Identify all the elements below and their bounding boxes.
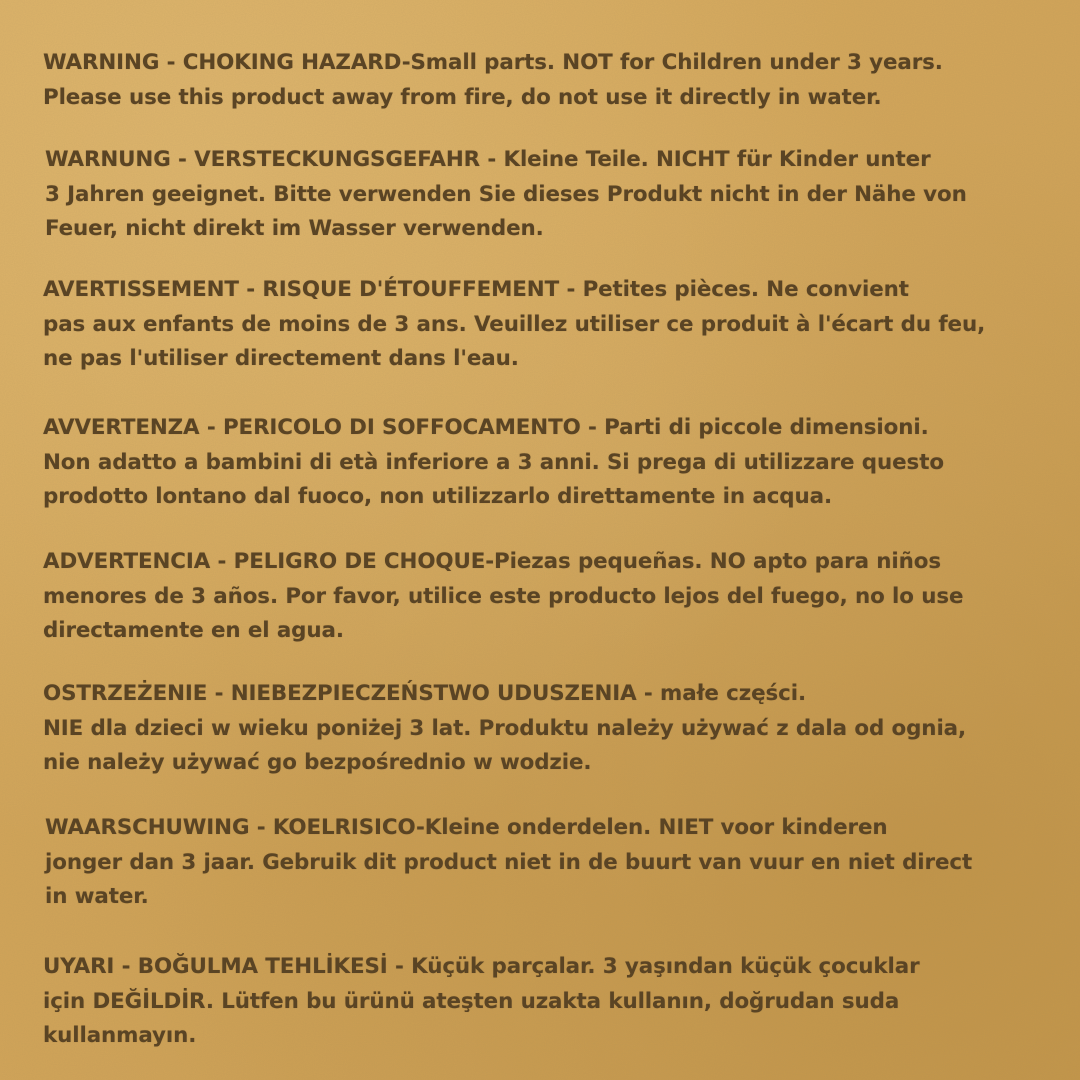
warning-line: in water.	[45, 884, 149, 909]
warning-line: menores de 3 años. Por favor, utilice este producto lejos del fuego, no lo use	[43, 583, 964, 609]
warning-line: UYARI - BOĞULMA TEHLİKESİ - Küçük parçalar. 3 yaşından küçük çocuklar	[43, 954, 920, 979]
warning-line: OSTRZEŻENIE - NIEBEZPIECZEŃSTWO UDUSZENIA - małe części.	[43, 681, 806, 706]
warning-english	[43, 46, 963, 115]
warning-french	[43, 273, 986, 377]
warning-spanish	[43, 545, 963, 649]
warning-line: pas aux enfants de moins de 3 ans. Veuillez utiliser ce produit à l'écart du feu,	[43, 311, 986, 337]
warning-german	[45, 143, 965, 247]
warning-line: ADVERTENCIA - PELIGRO DE CHOQUE-Piezas pequeñas. NO apto para niños	[43, 549, 942, 574]
warning-italian	[43, 411, 963, 515]
warning-line: AVERTISSEMENT - RISQUE D'ÉTOUFFEMENT - Petites pièces. Ne convient	[43, 277, 909, 302]
warning-line: için DEĞİLDİR. Lütfen bu ürünü ateşten uzakta kullanın, doğrudan suda	[43, 988, 900, 1014]
warning-line: jonger dan 3 jaar. Gebruik dit product niet in de buurt van vuur en niet direct	[45, 849, 973, 875]
warning-line: directamente en el agua.	[43, 618, 344, 643]
warning-line: prodotto lontano dal fuoco, non utilizzarlo direttamente in acqua.	[43, 484, 832, 509]
warning-line: Please use this product away from fire, do not use it directly in water.	[43, 84, 882, 110]
warning-turkish	[43, 950, 963, 1054]
warning-polish	[43, 677, 967, 781]
warning-line: WAARSCHUWING - KOELRISICO-Kleine onderdelen. NIET voor kinderen	[45, 815, 888, 840]
warning-line: Feuer, nicht direkt im Wasser verwenden.	[45, 216, 544, 241]
warning-line: nie należy używać go bezpośrednio w wodzie.	[43, 750, 592, 775]
warning-dutch	[45, 811, 973, 915]
warning-line: kullanmayın.	[43, 1023, 197, 1048]
warning-line: WARNING - CHOKING HAZARD-Small parts. NOT for Children under 3 years.	[43, 50, 943, 75]
warning-line: WARNUNG - VERSTECKUNGSGEFAHR - Kleine Teile. NICHT für Kinder unter	[45, 147, 931, 172]
warning-line: NIE dla dzieci w wieku poniżej 3 lat. Produktu należy używać z dala od ognia,	[43, 715, 967, 741]
warning-line: 3 Jahren geeignet. Bitte verwenden Sie dieses Produkt nicht in der Nähe von	[45, 181, 967, 207]
warning-line: AVVERTENZA - PERICOLO DI SOFFOCAMENTO - Parti di piccole dimensioni.	[43, 415, 929, 440]
warning-line: ne pas l'utiliser directement dans l'eau.	[43, 346, 519, 371]
warning-line: Non adatto a bambini di età inferiore a 3 anni. Si prega di utilizzare questo	[43, 449, 944, 475]
